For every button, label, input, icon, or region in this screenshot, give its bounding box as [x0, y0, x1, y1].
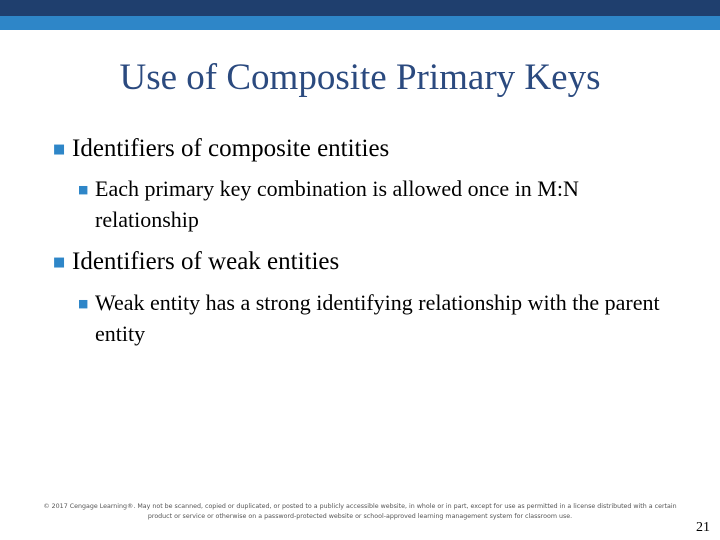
sub-bullet-text: Weak entity has a strong identifying relationship with the parent entity — [95, 290, 660, 347]
square-bullet-icon: ■ — [78, 297, 89, 310]
square-bullet-icon: ■ — [53, 142, 66, 157]
square-bullet-icon: ■ — [78, 183, 89, 196]
copyright-footer: © 2017 Cengage Learning®. May not be scanned, copied or duplicated, or posted to a publicly accessible website, in whole or in part, except for use as permitted in a license distributed with a certain product or service or otherwise on a password-protected website or school-approved learning management system for classroom use. — [43, 503, 677, 520]
header-bar-dark — [0, 0, 720, 16]
bullet-item — [53, 246, 693, 277]
page-number: 21 — [696, 520, 710, 535]
square-bullet-icon: ■ — [53, 255, 66, 270]
bullet-item — [53, 133, 693, 164]
slide-title: Use of Composite Primary Keys — [119, 57, 601, 98]
sub-bullet-item — [78, 173, 678, 235]
header-bar-light — [0, 16, 720, 30]
sub-bullet-item — [78, 287, 678, 349]
sub-bullet-text: Each primary key combination is allowed once in M:N relationship — [95, 176, 579, 233]
bullet-text: Identifiers of weak entities — [72, 248, 340, 275]
bullet-text: Identifiers of composite entities — [72, 135, 390, 162]
